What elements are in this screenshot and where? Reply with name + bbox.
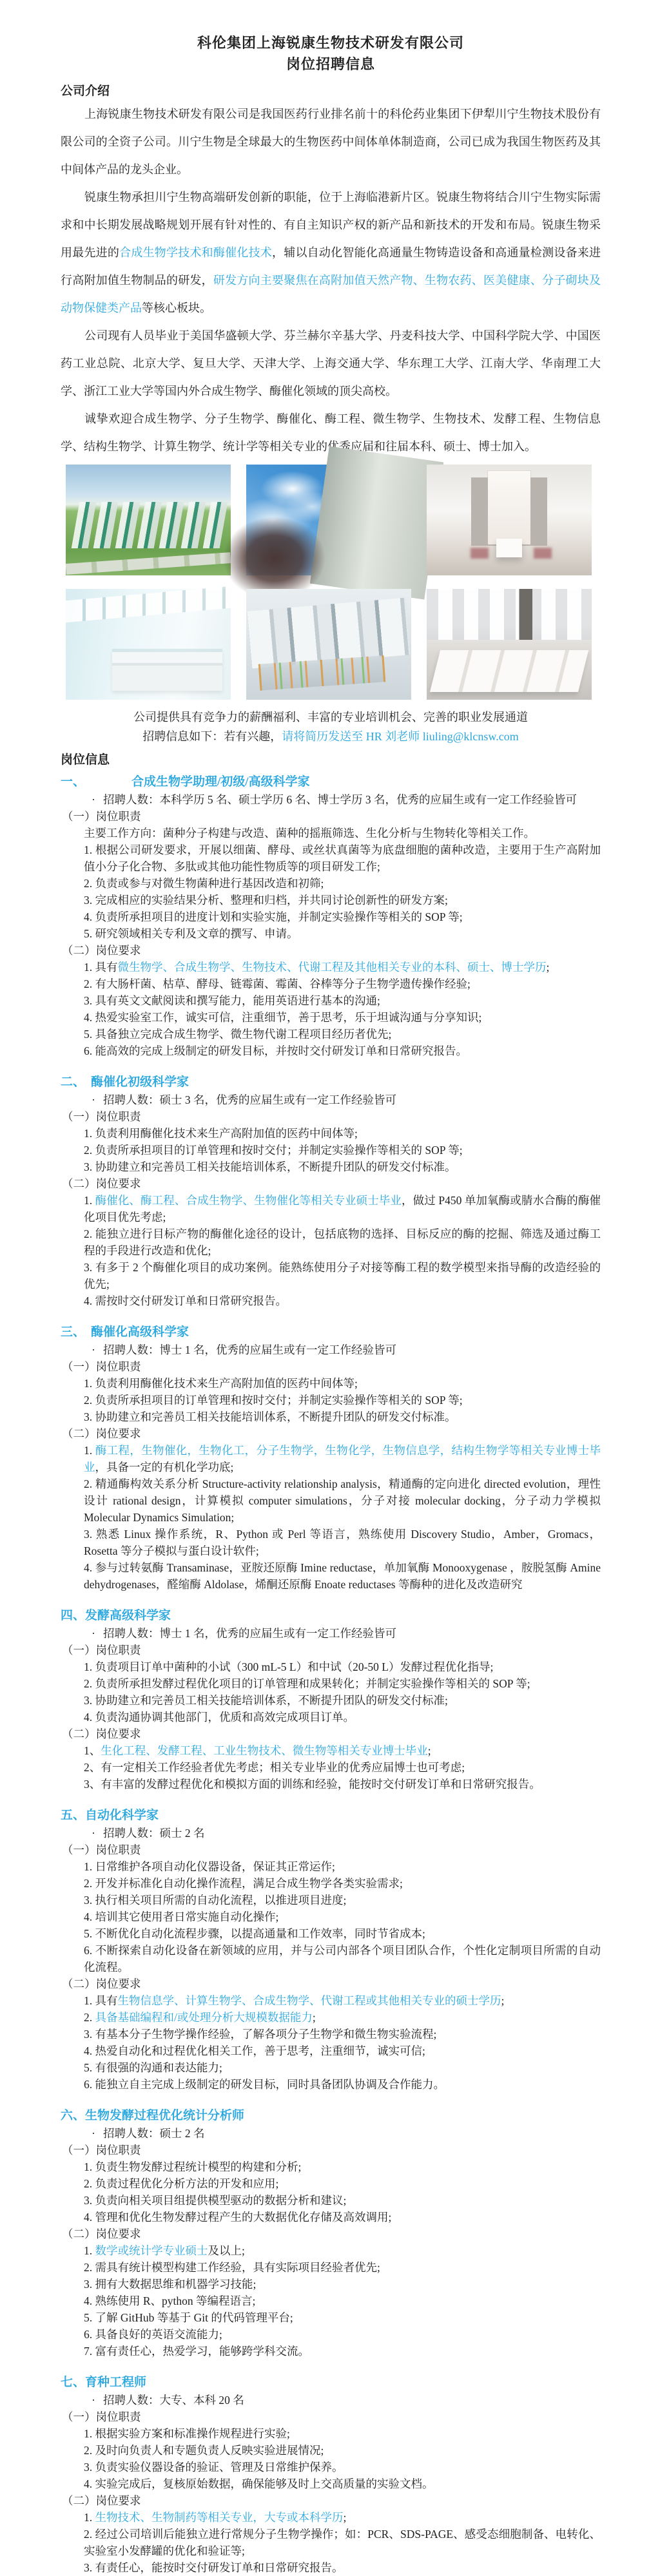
bullet-icon: · (92, 2127, 95, 2140)
text-segment: 4. 参与过转氨酶 Transaminase，亚胺还原酶 Imine reductase，单加氧酶 Monooxygenase ，胺脱氢酶 Amine dehydrogenases，醛缩酶 Aldolase，烯酮还原酶 Enoate reductases 等酶种的进化及改造研究 (84, 1561, 601, 1591)
intro-paragraph (61, 101, 601, 184)
job-section-5 (61, 1807, 601, 2093)
text-segment: 2. 负责或参与对微生物菌种进行基因改造和初筛; (84, 877, 324, 890)
text-segment: 招聘人数：博士 1 名，优秀的应届生或有一定工作经验皆可 (103, 1343, 396, 1356)
company-intro (61, 101, 601, 461)
text-segment: 等核心板块。 (142, 302, 211, 314)
job-number: 一、 (61, 775, 86, 789)
duties-heading (61, 808, 601, 825)
text-segment: 5. 有很强的沟通和表达能力; (84, 2061, 222, 2074)
text-segment: 3、有丰富的发酵过程优化和模拟方面的训练和经验，能按时交付研发订单和日常研究报告。 (84, 1778, 541, 1791)
text-segment: ; (546, 961, 550, 974)
text-segment: 5. 了解 GitHub 等基于 Git 的代码管理平台; (84, 2311, 293, 2324)
job-title (61, 1323, 601, 1341)
photo-campus-aerial (66, 465, 231, 575)
job-number: 三、 (61, 1325, 86, 1339)
text-segment: （一）岗位职责 (62, 810, 141, 823)
requirement-item (61, 1043, 601, 1059)
text-segment: 4. 管理和优化生物发酵过程产生的大数据优化存储及高效调用; (84, 2211, 392, 2224)
duty-item (61, 1392, 601, 1408)
text-segment: ，具备一定的有机化学功底; (95, 1461, 234, 1474)
requirements-heading (61, 1175, 601, 1192)
text-segment: （一）岗位职责 (62, 1843, 141, 1856)
duty-item (61, 1908, 601, 1925)
photo-lab (66, 589, 231, 700)
text-segment: （二）岗位要求 (62, 2227, 141, 2240)
headcount-line (61, 1091, 601, 1108)
duty-item (61, 2459, 601, 2475)
duty-item (61, 1942, 601, 1975)
text-segment: 4. 热爱自动化和过程优化相关工作，善于思考，注重细节，诚实可信; (84, 2044, 425, 2057)
text-segment: 6. 能独立自主完成上级制定的研发目标，同时具备团队协调及合作能力。 (84, 2078, 445, 2091)
duty-item (61, 2209, 601, 2225)
job-sections (61, 773, 601, 2576)
text-segment: 公司现有人员毕业于美国华盛顿大学、芬兰赫尔辛基大学、丹麦科技大学、中国科学院大学、中国医药工业总院、北京大学、复旦大学、天津大学、上海交通大学、华东理工大学、江南大学、华南理工大学、浙江工业大学等国内外合成生物学、酶催化领域的顶尖高校。 (61, 329, 601, 398)
text-segment: （二）岗位要求 (62, 1727, 141, 1740)
job-title (61, 1073, 601, 1091)
text-segment: 上海锐康生物技术研发有限公司是我国医药行业排名前十的科伦药业集团下伊犁川宁生物技术股份有限公司的全资子公司。川宁生物是全球最大的生物医药中间体单体制造商，公司已成为我国生物医药及其中间体产品的龙头企业。 (61, 108, 601, 176)
duty-item (61, 2475, 601, 2492)
duties-heading (61, 1642, 601, 1658)
text-segment: 3. 协助建立和完善员工相关技能培训体系，不断提升团队的研发交付标准。 (84, 1160, 456, 1173)
text-segment: 1. 具有 (84, 1994, 118, 2007)
requirement-item (61, 2043, 601, 2059)
duties-intro (61, 825, 601, 841)
requirements-heading (61, 1975, 601, 1992)
text-segment: 生物信息学、计算生物学、合成生物学、代谢工程或其他相关专业的硕士学历 (117, 1994, 501, 2007)
text-segment: 生物技术、生物制药等相关专业，大专或本科学历 (95, 2511, 344, 2524)
text-segment: ; (427, 1744, 431, 1757)
requirements-heading (61, 1425, 601, 1442)
text-segment: 4. 培训其它使用者日常实施自动化操作; (84, 1910, 279, 1923)
photo-building-sky (246, 465, 411, 575)
requirement-item (61, 2076, 601, 2093)
job-section-4 (61, 1607, 601, 1793)
duty-item (61, 1692, 601, 1709)
text-segment: （一）岗位职责 (62, 1360, 141, 1373)
headcount-line (61, 1825, 601, 1841)
photo-grid (66, 465, 601, 700)
job-name: 合成生物学助理/初级/高级科学家 (131, 775, 310, 789)
text-segment: 2. 及时向负责人和专题负责人反映实验进展情况; (84, 2444, 324, 2457)
duty-item (61, 2425, 601, 2442)
bullet-icon: · (92, 1093, 95, 1106)
text-segment: 3. 有多于 2 个酶催化项目的成功案例。能熟练使用分子对接等酶工程的数学模型来指导酶的改造经验的优先; (84, 1261, 601, 1291)
text-segment: ，做过 P450 单加氧酶或腈水合酶的酶催化项目优先考虑; (84, 1194, 601, 1224)
text-segment: 3. 完成相应的实验结果分析、整理和归档，并共同讨论创新性的研发方案; (84, 894, 448, 907)
duty-item (61, 2175, 601, 2192)
requirement-item (61, 992, 601, 1009)
text-segment: 酶催化、酶工程、合成生物学、生物催化等相关专业硕士毕业 (95, 1194, 402, 1207)
text-segment: 6. 能高效的完成上级制定的研发目标，并按时交付研发订单和日常研究报告。 (84, 1044, 467, 1057)
requirement-item (61, 2559, 601, 2576)
text-segment: 具备基础编程和/或处理分析大规模数据能力 (95, 2011, 313, 2024)
photo-office (427, 589, 592, 700)
text-segment: 1. 负责生物发酵过程统计模型的构建和分析; (84, 2160, 302, 2173)
text-segment: 招聘人数：本科学历 5 名、硕士学历 6 名、博士学历 3 名，优秀的应届生或有一定工作经验皆可 (103, 793, 577, 806)
requirement-item (61, 959, 601, 976)
text-segment: 6. 具备良好的英语交流能力; (84, 2328, 222, 2341)
text-segment: （二）岗位要求 (62, 2494, 141, 2507)
text-segment: 4. 热爱实验室工作，诚实可信，注重细节，善于思考，乐于坦诚沟通与分享知识; (84, 1011, 482, 1024)
job-name: 发酵高级科学家 (85, 1609, 171, 1622)
text-segment: 1. 负责项目订单中菌种的小试（300 mL-5 L）和中试（20-50 L）发酵过程优化指导; (84, 1660, 494, 1673)
requirement-item (61, 1442, 601, 1475)
photo-bioreactor (246, 589, 411, 700)
text-segment: 招聘人数：硕士 2 名 (103, 1827, 205, 1840)
text-segment: 3. 熟悉 Linux 操作系统，R、Python 或 Perl 等语言，熟练使用 Discovery Studio，Amber，Gromacs，Rosetta 等分子模拟与蛋白设计软件; (84, 1528, 601, 1557)
text-segment: 1. 根据公司研发要求，开展以细菌、酵母、或丝状真菌等为底盘细胞的菌种改造，主要用于生产高附加值小分子化合物、多肽或其他功能性物质等的项目研发工作; (84, 843, 601, 873)
requirement-item (61, 1776, 601, 1793)
text-segment: 3. 执行相关项目所需的自动化流程，以推进项目进度; (84, 1894, 347, 1907)
requirement-item (61, 1992, 601, 2009)
text-segment: 2. 能独立进行目标产物的酶催化途径的设计，包括底物的选择、目标反应的酶的挖掘、筛选及通过酶工程的手段进行改造和优化; (84, 1227, 601, 1257)
duty-item (61, 1658, 601, 1675)
text-segment: 3. 有责任心，能按时交付研发订单和日常研究报告。 (84, 2561, 344, 2574)
requirement-item (61, 1742, 601, 1759)
text-segment: 1. (84, 1444, 95, 1457)
duty-item (61, 1709, 601, 1725)
doc-title (61, 32, 601, 75)
headcount-line (61, 2125, 601, 2142)
duty-item (61, 1675, 601, 1692)
text-segment: 招聘信息如下：若有兴趣， (142, 730, 282, 743)
doc-title-line1: 科伦集团上海锐康生物技术研发有限公司 (197, 35, 464, 51)
headcount-line (61, 1341, 601, 1358)
duty-item (61, 1408, 601, 1425)
requirement-item (61, 1475, 601, 1526)
text-segment: 2. 开发并标准化自动化操作流程，满足合成生物学各类实验需求; (84, 1877, 403, 1890)
job-section-2 (61, 1073, 601, 1309)
job-name: 酶催化初级科学家 (91, 1075, 189, 1089)
duty-item (61, 1875, 601, 1892)
requirement-item (61, 1293, 601, 1309)
job-section-7 (61, 2374, 601, 2576)
contact-line (61, 727, 601, 746)
text-segment: 2. 负责所承担项目的订单管理和按时交付；并制定实验操作等相关的 SOP 等; (84, 1144, 463, 1157)
duty-item (61, 875, 601, 892)
text-segment: 合成生物学技术和酶催化技术 (119, 246, 273, 259)
job-number: 七、 (61, 2376, 86, 2389)
duty-item (61, 1925, 601, 1942)
benefits-block (61, 707, 601, 746)
job-number: 四、 (61, 1609, 86, 1622)
job-title (61, 773, 601, 791)
text-segment: （二）岗位要求 (62, 1977, 141, 1990)
text-segment: 3. 负责向相关项目组提供模型驱动的数据分析和建议; (84, 2194, 347, 2207)
text-segment: 2. 精通酶构效关系分析 Structure-activity relationship analysis，精通酶的定向进化 directed evolution，理性设计 rational design，计算模拟 computer simulations，分子对接 molecular docking，分子动力学模拟 Molecular Dynamics Simulation; (84, 1477, 601, 1524)
text-segment: 2. 需具有统计模型构建工作经验，具有实际项目经验者优先; (84, 2261, 380, 2274)
text-segment: 3. 拥有大数据思维和机器学习技能; (84, 2278, 257, 2291)
job-title (61, 1607, 601, 1625)
text-segment: （二）岗位要求 (62, 1177, 141, 1190)
text-segment: （二）岗位要求 (62, 944, 141, 957)
text-segment: 2. 负责所承担项目的订单管理和按时交付；并制定实验操作等相关的 SOP 等; (84, 1394, 463, 1407)
text-segment: 2. 有大肠杆菌、枯草、酵母、链霉菌、霉菌、谷棒等分子生物学遗传操作经验; (84, 977, 471, 990)
duty-item (61, 2192, 601, 2209)
requirement-item (61, 1259, 601, 1293)
duty-item (61, 1892, 601, 1908)
requirement-item (61, 1026, 601, 1043)
text-segment: 4. 熟练使用 R、python 等编程语言; (84, 2294, 256, 2307)
text-segment: 招聘人数：硕士 2 名 (103, 2127, 205, 2140)
duty-item (61, 841, 601, 875)
text-segment: 3. 协助建立和完善员工相关技能培训体系，不断提升团队的研发交付标准。 (84, 1410, 456, 1423)
job-name: 自动化科学家 (85, 1809, 159, 1822)
intro-paragraph (61, 184, 601, 322)
requirements-heading (61, 942, 601, 959)
requirement-item (61, 2276, 601, 2292)
text-segment: 1. (84, 2511, 95, 2524)
requirement-item (61, 1226, 601, 1259)
text-segment: 招聘人数：博士 1 名，优秀的应届生或有一定工作经验皆可 (103, 1627, 396, 1640)
text-segment: 1. 具有 (84, 961, 118, 974)
text-segment: 1. 根据实验方案和标准操作规程进行实验; (84, 2427, 290, 2440)
photo-lobby (427, 465, 592, 575)
duty-item (61, 908, 601, 925)
text-segment: 1. 负责利用酶催化技术来生产高附加值的医药中间体等; (84, 1127, 358, 1140)
duty-item (61, 1125, 601, 1142)
text-segment: 诚挚欢迎合成生物学、分子生物学、酶催化、酶工程、微生物学、生物技术、发酵工程、生物信息学、结构生物学、计算生物学、统计学等相关专业的优秀应届和往届本科、硕士、博士加入。 (61, 412, 601, 453)
job-title (61, 1807, 601, 1825)
text-segment: 主要工作方向：菌种分子构建与改造、菌种的摇瓶筛选、生化分析与生物转化等相关工作。 (84, 827, 535, 840)
requirements-heading (61, 1725, 601, 1742)
duty-item (61, 1158, 601, 1175)
text-segment: 数学或统计学专业硕士 (95, 2244, 208, 2257)
text-segment: 3. 具有英文文献阅读和撰写能力，能用英语进行基本的沟通; (84, 994, 380, 1007)
requirement-item (61, 1526, 601, 1559)
benefits-line (61, 707, 601, 727)
text-segment: 2. (84, 2011, 95, 2024)
bullet-icon: · (92, 1627, 95, 1640)
text-segment: ; (501, 1994, 505, 2007)
job-name: 生物发酵过程优化统计分析师 (85, 2109, 245, 2122)
text-segment: 4. 负责沟通协调其他部门，优质和高效完成项目订单。 (84, 1711, 354, 1724)
requirement-item (61, 2326, 601, 2343)
hr-email-link[interactable]: 请将简历发送至 HR 刘老师 liuling@klcnsw.com (282, 730, 519, 743)
duties-heading (61, 2408, 601, 2425)
bullet-icon: · (92, 793, 95, 806)
text-segment: 公司提供具有竞争力的薪酬福利、丰富的专业培训机会、完善的职业发展通道 (133, 711, 528, 724)
text-segment: 7. 富有责任心，热爱学习，能够跨学科交流。 (84, 2345, 309, 2358)
text-segment: 3. 有基本分子生物学操作经验，了解各项分子生物学和微生物实验流程; (84, 2028, 437, 2041)
text-segment: ; (312, 2011, 316, 2024)
text-segment: 2. 经过公司培训后能独立进行常规分子生物学操作；如：PCR、SDS-PAGE、感受态细胞制备、电转化、实验室小发酵罐的优化和验证等; (84, 2528, 601, 2557)
text-segment: 锐康生物承担川宁生物高端研发创新的职能，位于上海临港新片区。锐康生物将结合川宁生物实际需求和中长期发展战略规划开展有针对性的、有自主知识产权的新产品和新技术的开发和布局。锐康生物采用最先进的 (61, 191, 601, 259)
text-segment: 6. 不断探索自动化设备在新领域的应用，并与公司内部各个项目团队合作，个性化定制项目所需的自动化流程。 (84, 1944, 601, 1974)
requirement-item (61, 2242, 601, 2259)
duty-item (61, 1375, 601, 1392)
text-segment: ; (343, 2511, 347, 2524)
text-segment: 5. 具备独立完成合成生物学、微生物代谢工程项目经历者优先; (84, 1028, 392, 1041)
headcount-line (61, 2392, 601, 2408)
text-segment: 招聘人数：硕士 3 名，优秀的应届生或有一定工作经验皆可 (103, 1093, 396, 1106)
requirement-item (61, 2343, 601, 2360)
duties-heading (61, 1841, 601, 1858)
text-segment: （一）岗位职责 (62, 2410, 141, 2423)
job-title (61, 2374, 601, 2392)
requirement-item (61, 2509, 601, 2526)
text-segment: 1. (84, 1194, 95, 1207)
requirement-item (61, 2259, 601, 2276)
text-segment: 研发方向主要聚焦在高附加值天然产物、生物农药、医美健康、分子砌块及动物保健类产品 (61, 274, 601, 314)
requirement-item (61, 2009, 601, 2026)
text-segment: 1. (84, 2244, 95, 2257)
text-segment: 招聘人数：大专、本科 20 名 (103, 2394, 244, 2407)
job-section-1 (61, 773, 601, 1059)
job-name: 酶催化高级科学家 (91, 1325, 189, 1339)
text-segment: 5. 不断优化自动化流程步骤，以提高通量和工作效率，同时节省成本; (84, 1927, 425, 1940)
text-segment: 1. 负责利用酶催化技术来生产高附加值的医药中间体等; (84, 1377, 358, 1390)
job-number: 五、 (61, 1809, 86, 1822)
duties-heading (61, 2142, 601, 2158)
text-segment: 1. 日常维护各项自动化仪器设备，保证其正常运作; (84, 1860, 335, 1873)
text-segment: 4. 需按时交付研发订单和日常研究报告。 (84, 1294, 287, 1307)
text-segment: ，辅以自动化智能化高通量生物铸造设备和高通量检测设备来进行高附加值生物制品的研发， (61, 246, 601, 287)
job-name: 育种工程师 (85, 2376, 147, 2389)
text-segment: （一）岗位职责 (62, 1110, 141, 1123)
text-segment: 1、 (84, 1744, 101, 1757)
text-segment: 2、有一定相关工作经验者优先考虑；相关专业毕业的优秀应届博士也可考虑; (84, 1761, 465, 1774)
duty-item (61, 2158, 601, 2175)
requirement-item (61, 1559, 601, 1593)
text-segment: 生化工程、发酵工程、工业生物技术、微生物等相关专业博士毕业 (101, 1744, 428, 1757)
duties-heading (61, 1108, 601, 1125)
job-number: 二、 (61, 1075, 86, 1089)
text-segment: （一）岗位职责 (62, 2144, 141, 2157)
requirement-item (61, 2059, 601, 2076)
duty-item (61, 892, 601, 908)
text-segment: 2. 负责过程优化分析方法的开发和应用; (84, 2177, 279, 2190)
text-segment: 3. 负责实验仪器设备的验证、管理及日常维护保养。 (84, 2461, 344, 2474)
company-intro-heading: 公司介绍 (61, 84, 110, 98)
requirement-item (61, 2526, 601, 2559)
text-segment: 2. 负责所承担发酵过程优化项目的订单管理和成果转化；并制定实验操作等相关的 SOP 等; (84, 1677, 530, 1690)
text-segment: 5. 研究领域相关专利及文章的撰写、申请。 (84, 927, 298, 940)
requirement-item (61, 2026, 601, 2043)
requirement-item (61, 1192, 601, 1226)
text-segment: 4. 负责所承担项目的进度计划和实验实施，并制定实验操作等相关的 SOP 等; (84, 910, 463, 923)
duty-item (61, 2442, 601, 2459)
requirements-heading (61, 2492, 601, 2509)
bullet-icon: · (92, 1827, 95, 1840)
requirements-heading (61, 2225, 601, 2242)
requirement-item (61, 2309, 601, 2326)
text-segment: 微生物学、合成生物学、生物技术、代谢工程及其他相关专业的本科、硕士、博士学历 (117, 961, 547, 974)
doc-title-line2: 岗位招聘信息 (286, 56, 375, 72)
job-number: 六、 (61, 2109, 86, 2122)
duty-item (61, 1858, 601, 1875)
job-section-3 (61, 1323, 601, 1593)
jobs-heading: 岗位信息 (61, 753, 110, 767)
intro-paragraph (61, 322, 601, 405)
bullet-icon: · (92, 2394, 95, 2407)
text-segment: （二）岗位要求 (62, 1427, 141, 1440)
duties-heading (61, 1358, 601, 1375)
duty-item (61, 1142, 601, 1158)
job-section-6 (61, 2107, 601, 2360)
requirement-item (61, 2292, 601, 2309)
text-segment: 及以上; (208, 2244, 245, 2257)
text-segment: 3. 协助建立和完善员工相关技能培训体系，不断提升团队的研发交付标准; (84, 1694, 448, 1707)
bullet-icon: · (92, 1343, 95, 1356)
text-segment: 酶工程，生物催化，生物化工，分子生物学，生物化学，生物信息学，结构生物学等相关专业博士毕业 (84, 1444, 601, 1474)
headcount-line (61, 791, 601, 808)
requirement-item (61, 976, 601, 992)
text-segment: 4. 实验完成后，复核原始数据，确保能够及时上交高质量的实验文档。 (84, 2477, 434, 2490)
job-title (61, 2107, 601, 2125)
text-segment: （一）岗位职责 (62, 1644, 141, 1657)
headcount-line (61, 1625, 601, 1642)
requirement-item (61, 1759, 601, 1776)
requirement-item (61, 1009, 601, 1026)
duty-item (61, 925, 601, 942)
